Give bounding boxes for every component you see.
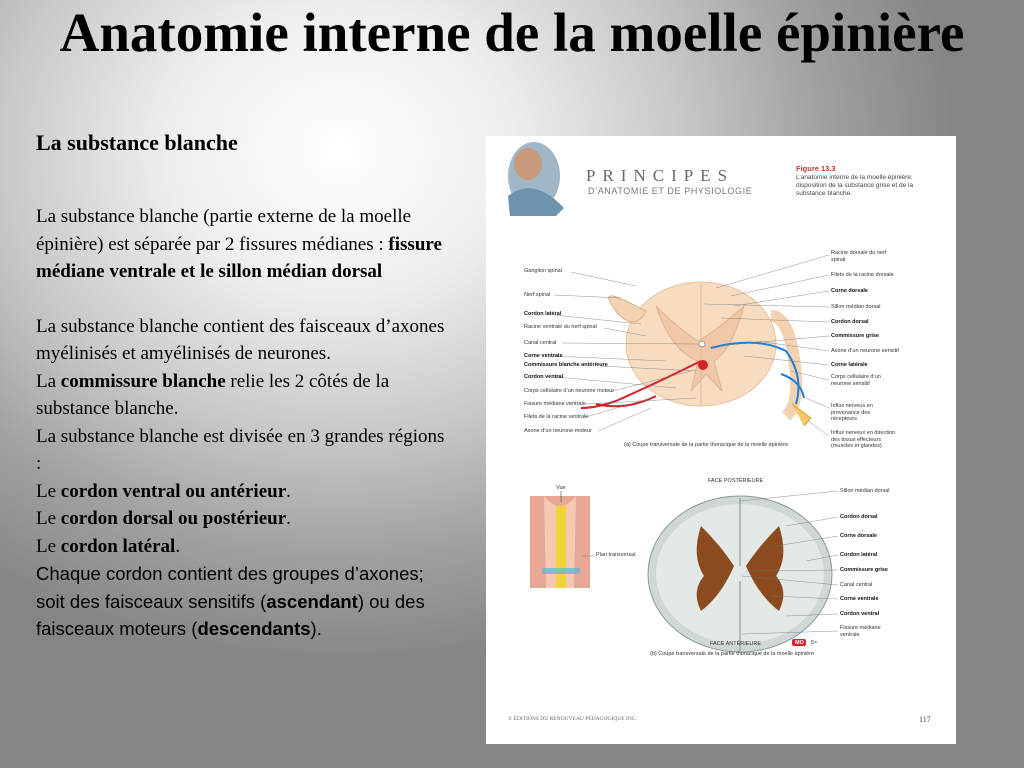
- badge-magnification: 5×: [811, 640, 818, 646]
- label-a-left-10: Filets de la racine ventrale: [524, 414, 589, 420]
- label-b-right-8: Fissure médiane ventrale: [840, 625, 881, 638]
- copyright-footer: © ÉDITIONS DU RENOUVEAU PÉDAGOGIQUE INC.: [508, 716, 637, 722]
- label-face-posterior: FACE POSTÉRIEURE: [708, 478, 764, 484]
- label-view: Vue: [556, 485, 566, 491]
- paragraph-faisceaux: La substance blanche contient des faisceaux d’axones myélinisés et amyélinisés de neurones.: [36, 315, 445, 364]
- text-span: ) ou des faisceaux moteurs (: [36, 590, 425, 639]
- spinal-cord-section-a: [581, 282, 811, 426]
- text-span: La substance blanche (partie externe de la moelle épinière) est séparée par 2 fissures médianes :: [36, 206, 412, 255]
- label-a-left-2: Cordon latéral: [524, 311, 562, 317]
- text-span: relie les 2 côtés de la substance blanche.: [36, 370, 390, 419]
- label-b-right-7: Cordon ventral: [840, 611, 880, 617]
- text-span: Chaque cordon contient des groupes d’axones; soit des faisceaux sensitifs (: [36, 563, 424, 612]
- section-subheading: La substance blanche: [36, 130, 238, 155]
- label-a-right-9: Influx nerveux en provenance des récepteurs: [831, 403, 873, 422]
- label-a-right-5: Commissure grise: [831, 333, 879, 339]
- bold-term: descendants: [197, 618, 311, 639]
- label-a-left-6: Commissure blanche antérieure: [524, 362, 608, 368]
- label-a-right-6: Axone d’un neurone sensitif: [831, 348, 899, 354]
- textbook-figure: [486, 136, 956, 744]
- bold-term: cordon ventral ou antérieur: [60, 480, 287, 502]
- label-a-right-2: Corne dorsale: [831, 288, 868, 294]
- text-span: .: [286, 508, 291, 529]
- label-face-anterior: FACE ANTÉRIEURE: [710, 641, 762, 647]
- label-b-right-3: Cordon latéral: [840, 552, 878, 558]
- label-a-right-3: Sillon médian dorsal: [831, 304, 881, 310]
- slide-title: Anatomie interne de la moelle épinière: [59, 2, 965, 63]
- label-b-right-1: Cordon dorsal: [840, 514, 878, 520]
- figure-number: Figure 13.3: [796, 164, 836, 173]
- label-plane: Plan transversal: [596, 552, 636, 558]
- label-b-right-5: Canal central: [840, 582, 873, 588]
- book-title: PRINCIPES: [586, 166, 735, 185]
- paragraph-fissures: [36, 203, 446, 286]
- bold-term: fissure médiane ventrale et le sillon médian dorsal: [36, 233, 442, 282]
- label-a-right-7: Corne latérale: [831, 362, 868, 368]
- text-span: ).: [310, 618, 322, 639]
- region-item-lateral: [36, 533, 446, 561]
- text-span: La: [36, 370, 61, 392]
- label-b-right-4: Commissure grise: [840, 567, 888, 573]
- paragraph-commissure: [36, 368, 446, 423]
- spinal-cord-micrograph: [648, 496, 832, 652]
- text-span: Le: [36, 508, 61, 529]
- label-a-right-1: Filets de la racine dorsale: [831, 272, 894, 278]
- bold-term: cordon dorsal ou postérieur: [60, 508, 287, 529]
- label-a-right-10: Influx nerveux en direction des tissus effecteurs (muscles et glandes): [831, 430, 896, 449]
- caption-a: (a) Coupe transversale de la partie thoracique de la moelle épinière: [624, 442, 789, 448]
- bold-term: ascendant: [266, 590, 358, 612]
- paragraph-regions: La substance blanche est divisée en 3 grandes régions :: [36, 425, 445, 474]
- bold-term: commissure blanche: [60, 370, 226, 392]
- label-a-left-5: Corne ventrale: [524, 353, 563, 359]
- region-item-ventral: [36, 478, 446, 506]
- book-subtitle: D’ANATOMIE ET DE PHYSIOLOGIE: [588, 186, 753, 196]
- region-item-dorsal: [36, 505, 446, 533]
- label-a-right-0: Racine dorsale du nerf spinal: [831, 250, 887, 263]
- label-a-right-8: Corps cellulaire d’un neurone sensitif: [831, 374, 881, 387]
- bold-term: cordon latéral: [60, 535, 176, 557]
- book-logo-face: [508, 142, 564, 216]
- text-span: Le: [36, 535, 61, 557]
- label-a-left-7: Cordon ventral: [524, 374, 564, 380]
- body-text: [36, 203, 446, 643]
- neck-illustration: [530, 491, 594, 588]
- label-b-right-0: Sillon médian dorsal: [840, 488, 890, 494]
- figure-caption: L’anatomie interne de la moelle épinière: disposition de la substance grise et de la substance blanche.: [796, 174, 914, 197]
- label-a-left-0: Ganglion spinal: [524, 268, 562, 274]
- text-span: Le: [36, 480, 61, 502]
- label-b-right-6: Corne ventrale: [840, 596, 879, 602]
- page-number: 117: [919, 715, 931, 724]
- paragraph-cordons: [36, 560, 446, 643]
- label-a-left-3: Racine ventrale du nerf spinal: [524, 324, 597, 330]
- text-span: .: [286, 480, 291, 502]
- caption-b: (b) Coupe transversale de la partie thoracique de la moelle épinière: [650, 651, 815, 657]
- label-a-right-4: Cordon dorsal: [831, 319, 869, 325]
- badge-mo: MO: [795, 640, 804, 646]
- label-a-left-1: Nerf spinal: [524, 292, 551, 298]
- label-a-left-11: Axone d’un neurone moteur: [524, 428, 592, 434]
- label-a-left-8: Corps cellulaire d’un neurone moteur: [524, 388, 615, 394]
- label-a-left-9: Fissure médiane ventrale: [524, 401, 586, 407]
- label-b-right-2: Corne dorsale: [840, 533, 877, 539]
- text-span: .: [175, 535, 181, 557]
- label-a-left-4: Canal central: [524, 340, 557, 346]
